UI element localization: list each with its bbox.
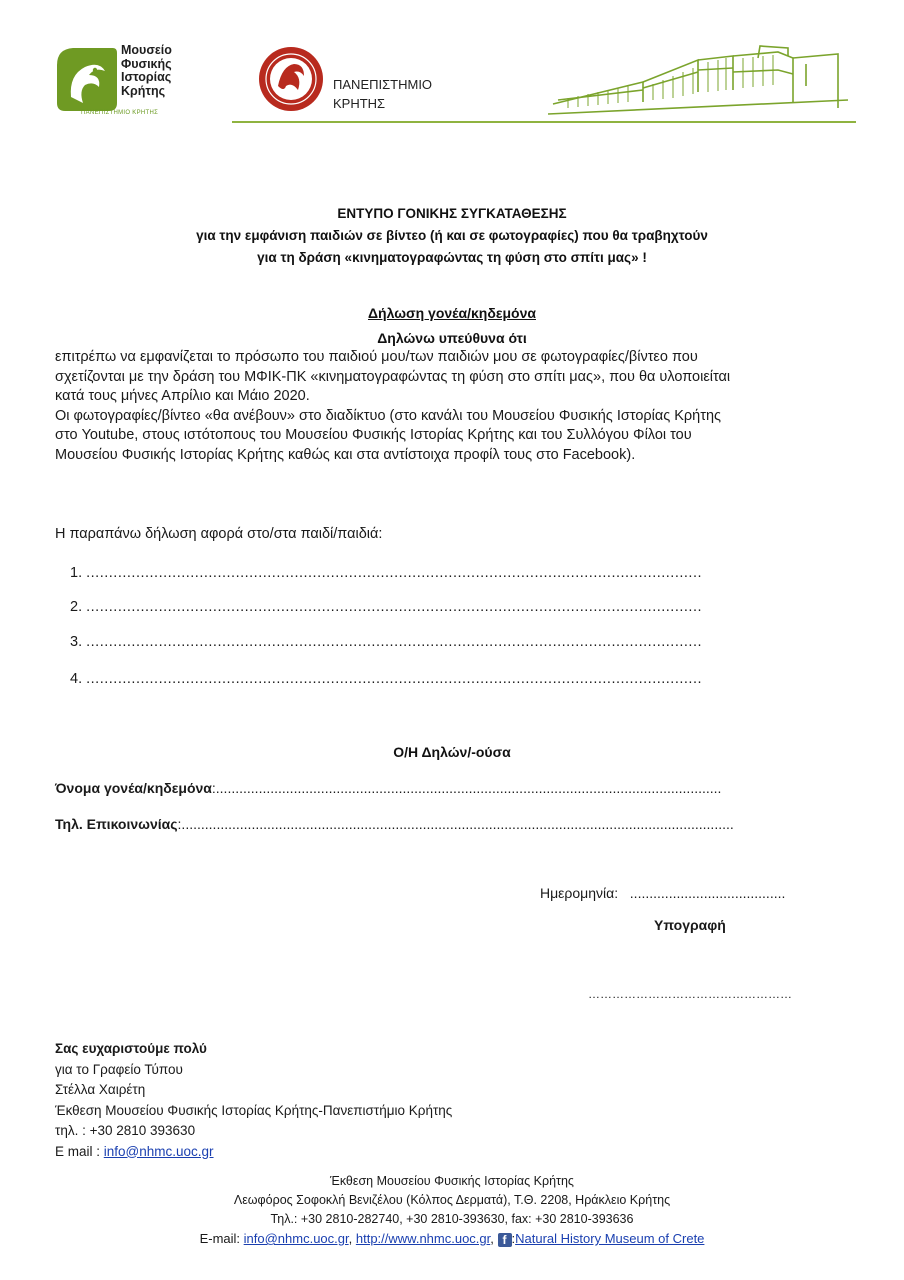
museum-building-illustration	[548, 42, 858, 124]
footer-line: Λεωφόρος Σοφοκλή Βενιζέλου (Κόλπος Δερματά), Τ.Θ. 2208, Ηράκλειο Κρήτης	[233, 1193, 671, 1207]
form-title	[0, 203, 904, 269]
child-entry-4[interactable]	[70, 671, 702, 687]
phone-blank[interactable]: :..............................................................................................................................................	[177, 816, 734, 832]
museum-logo-line: Φυσικής	[121, 56, 172, 71]
contact-email-row	[55, 1142, 452, 1163]
footer	[0, 1172, 904, 1248]
footer-separator: ,	[348, 1231, 356, 1246]
declaration-line: κατά τους μήνες Απρίλιο και Μάιο 2020.	[55, 388, 310, 404]
museum-logo-line: Κρήτης	[121, 83, 166, 98]
university-name	[333, 75, 432, 113]
signatory-heading: Ο/Η Δηλών/-ούσα	[393, 744, 511, 760]
child-number: 2.	[70, 599, 83, 615]
footer-facebook-link[interactable]: Natural History Museum of Crete	[515, 1231, 705, 1246]
footer-line: Έκθεση Μουσείου Φυσικής Ιστορίας Κρήτης	[330, 1174, 574, 1188]
footer-email-link[interactable]: info@nhmc.uoc.gr	[243, 1231, 349, 1246]
contact-phone: τηλ. : +30 2810 393630	[55, 1123, 196, 1138]
footer-separator: ,	[490, 1231, 498, 1246]
museum-logo-line: Μουσείο	[121, 43, 172, 57]
facebook-icon[interactable]: f	[498, 1233, 512, 1247]
child-name-blank[interactable]: ........................................................................................................................................	[86, 565, 703, 581]
parent-name-label: Όνομα γονέα/κηδεμόνα	[55, 780, 212, 796]
parent-name-row[interactable]	[55, 780, 721, 796]
child-entry-2[interactable]	[70, 599, 702, 615]
university-seal	[258, 46, 324, 112]
declaration-body	[55, 348, 855, 465]
museum-logo-subtitle: ΠΑΝΕΠΙΣΤΗΜΙΟ ΚΡΗΤΗΣ	[81, 110, 159, 116]
declaration-line: σχετίζονται με την δράση του ΜΦΙΚ-ΠΚ «κινηματογραφώντας τη φύση στο σπίτι μας», που θα υλοποιείται	[55, 368, 731, 385]
declaration-line: επιτρέπω να εμφανίζεται το πρόσωπο του παιδιού μου/των παιδιών μου σε φωτογραφίες/βίντεο που	[55, 349, 698, 365]
contact-email-label: E mail :	[55, 1143, 104, 1159]
header-divider	[232, 121, 856, 123]
press-contact	[55, 1039, 452, 1162]
phone-label: Τηλ. Επικοινωνίας	[55, 816, 178, 832]
museum-logo-line: Ιστορίας	[121, 70, 172, 84]
footer-website-link[interactable]: http://www.nhmc.uoc.gr	[355, 1231, 491, 1246]
declaration-subheading: Δηλώνω υπεύθυνα ότι	[377, 330, 527, 346]
thanks-text: Σας ευχαριστούμε πολύ	[55, 1041, 207, 1056]
footer-fb-colon: :	[511, 1231, 516, 1246]
contact-line: Έκθεση Μουσείου Φυσικής Ιστορίας Κρήτης-Πανεπιστήμιο Κρήτης	[55, 1102, 453, 1118]
child-entry-3[interactable]	[70, 634, 702, 650]
date-blank[interactable]: ........................................	[629, 885, 786, 901]
footer-line: Τηλ.: +30 2810-282740, +30 2810-393630, fax: +30 2810-393636	[270, 1212, 634, 1226]
signature-label: Υπογραφή	[654, 917, 726, 933]
museum-logo-text	[121, 44, 172, 98]
child-name-blank[interactable]: ........................................................................................................................................	[86, 634, 703, 650]
declaration-line: Μουσείου Φυσικής Ιστορίας Κρήτης καθώς και στα αντίστοιχα προφίλ τους στο Facebook).	[55, 446, 636, 463]
date-label: Ημερομηνία:	[540, 885, 619, 901]
footer-links	[0, 1229, 904, 1248]
form-title-line: για την εμφάνιση παιδιών σε βίντεο (ή και σε φωτογραφίες) που θα τραβηχτούν	[196, 228, 708, 243]
footer-email-label: E-mail:	[199, 1231, 244, 1246]
form-title-line: ΕΝΤΥΠΟ ΓΟΝΙΚΗΣ ΣΥΓΚΑΤΑΘΕΣΗΣ	[337, 206, 567, 221]
contact-line: για το Γραφείο Τύπου	[55, 1061, 183, 1077]
declaration-line: Οι φωτογραφίες/βίντεο «θα ανέβουν» στο διαδίκτυο (στο κανάλι του Μουσείου Φυσικής Ιστορίας Κρήτης	[55, 407, 722, 424]
phone-row[interactable]	[55, 816, 734, 832]
child-entry-1[interactable]	[70, 565, 702, 581]
child-number: 1.	[70, 565, 83, 581]
child-number: 4.	[70, 671, 83, 687]
contact-email-link[interactable]: info@nhmc.uoc.gr	[103, 1143, 214, 1159]
declaration-heading-text: Δήλωση γονέα/κηδεμόνα	[367, 305, 536, 321]
parent-name-blank[interactable]: :..................................................................................................................................	[211, 780, 722, 796]
university-name-line: ΚΡΗΤΗΣ	[333, 96, 386, 111]
signature-blank[interactable]: ……………………………………………	[588, 987, 792, 1001]
child-name-blank[interactable]: ........................................................................................................................................	[86, 671, 703, 687]
declaration-heading	[0, 305, 904, 321]
form-title-line: για τη δράση «κινηματογραφώντας τη φύση στο σπίτι μας» !	[257, 250, 647, 265]
child-number: 3.	[70, 634, 83, 650]
university-name-line: ΠΑΝΕΠΙΣΤΗΜΙΟ	[333, 77, 433, 92]
contact-line: Στέλλα Χαιρέτη	[55, 1082, 146, 1097]
child-name-blank[interactable]: ........................................................................................................................................	[86, 599, 703, 615]
date-row[interactable]	[540, 885, 785, 901]
declaration-line: στο Youtube, στους ιστότοπους του Μουσείου Φυσικής Ιστορίας Κρήτης και του Συλλόγου Φίλοι του	[55, 427, 692, 443]
children-intro: Η παραπάνω δήλωση αφορά στο/στα παιδί/παιδιά:	[55, 526, 383, 542]
